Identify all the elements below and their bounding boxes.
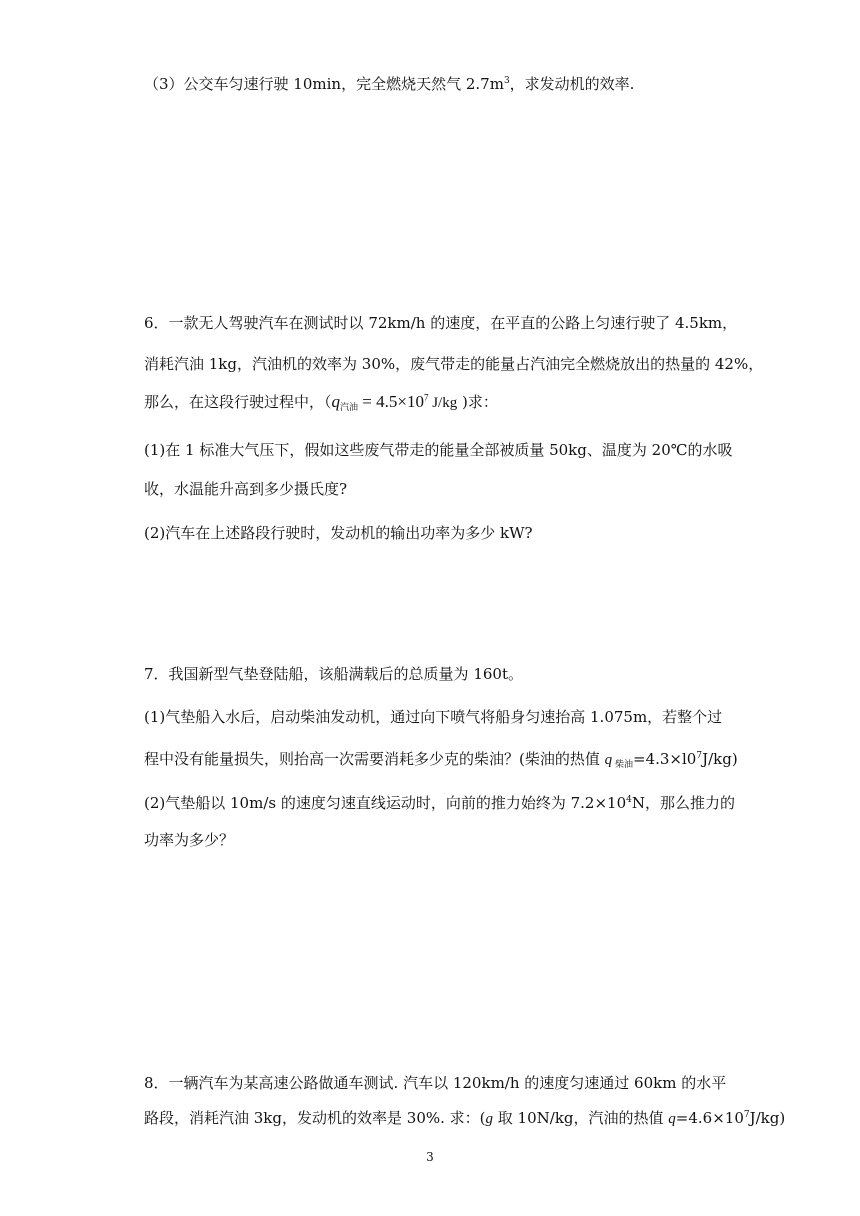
q5-part3-text-end: ，求发动机的效率. <box>509 75 635 93</box>
q6-line3-text-end: )求： <box>457 393 498 411</box>
q7-part2-text-end: N，那么推力的 <box>631 794 736 812</box>
page-number: 3 <box>426 1150 434 1164</box>
q6-formula-exponent: 7 <box>423 392 429 403</box>
q7-part2-exponent: 4 <box>626 795 632 805</box>
q6-part1-line1: (1)在 1 标准大气压下，假如这些废气带走的能量全部被质量 50kg、温度为 20℃的水吸 <box>144 441 733 459</box>
q8-value: =4.6×10 <box>675 1109 744 1127</box>
q8-q-symbol: q <box>668 1111 676 1127</box>
q8-line1: 8．一辆汽车为某高速公路做通车测试. 汽车以 120km/h 的速度匀速通过 60km 的水平 <box>144 1074 727 1092</box>
q6-formula-unit: J/kg <box>428 395 458 411</box>
q7-part1-text: 程中没有能量损失，则抬高一次需要消耗多少克的柴油？(柴油的热值 <box>144 750 605 768</box>
q8-g-symbol: g <box>485 1111 494 1127</box>
q7-part1-unit: J/kg) <box>702 750 738 768</box>
q7-part1-symbol: q <box>604 752 613 768</box>
q8-exponent: 7 <box>743 1110 750 1120</box>
q6-part1-line2: 收，水温能升高到多少摄氏度? <box>144 480 348 498</box>
q6-line3 <box>144 392 498 413</box>
q7-part1-exponent: 7 <box>696 751 703 761</box>
q7-part2-line1 <box>144 793 735 813</box>
q7-part2-text: (2)气垫船以 10m/s 的速度匀速直线运动时，向前的推力始终为 7.2×10 <box>144 794 627 812</box>
q7-part1-subscript: 柴油 <box>612 760 633 770</box>
q8-line2 <box>144 1108 785 1129</box>
q8-line2-mid: 取 10N/kg，汽油的热值 <box>493 1109 669 1127</box>
q6-line2: 消耗汽油 1kg，汽油机的效率为 30%，废气带走的能量占汽油完全燃烧放出的热量的 42%， <box>144 355 764 373</box>
q6-line1: 6．一款无人驾驶汽车在测试时以 72km/h 的速度，在平直的公路上匀速行驶了 4.5km， <box>144 314 738 332</box>
q7-part1-line2 <box>144 749 738 770</box>
q6-formula-symbol: q <box>331 392 341 411</box>
q6-line3-text: 那么，在这段行驶过程中，（ <box>144 393 332 411</box>
q8-line2-text: 路段，消耗汽油 3kg，发动机的效率是 30%. 求：( <box>144 1109 486 1127</box>
q6-formula-value: = 4.5×10 <box>358 392 424 411</box>
q8-unit: J/kg) <box>749 1109 786 1127</box>
q7-part1-line1: (1)气垫船入水后，启动柴油发动机，通过向下喷气将船身匀速抬高 1.075m，若整个过 <box>144 708 723 726</box>
q7-part1-value: =4.3×l0 <box>633 750 697 768</box>
q5-part3-text: （3）公交车匀速行驶 10min，完全燃烧天然气 2.7m <box>144 75 504 93</box>
q6-formula-subscript: 汽油 <box>340 402 359 412</box>
q5-part3-line <box>144 74 634 94</box>
q7-line1: 7．我国新型气垫登陆船，该船满载后的总质量为 160t。 <box>144 665 523 683</box>
q5-part3-superscript: 3 <box>503 76 510 86</box>
q7-part2-line2: 功率为多少？ <box>144 831 235 849</box>
q6-part2: (2)汽车在上述路段行驶时，发动机的输出功率为多少 kW? <box>144 524 533 542</box>
q6-formula <box>332 392 458 411</box>
